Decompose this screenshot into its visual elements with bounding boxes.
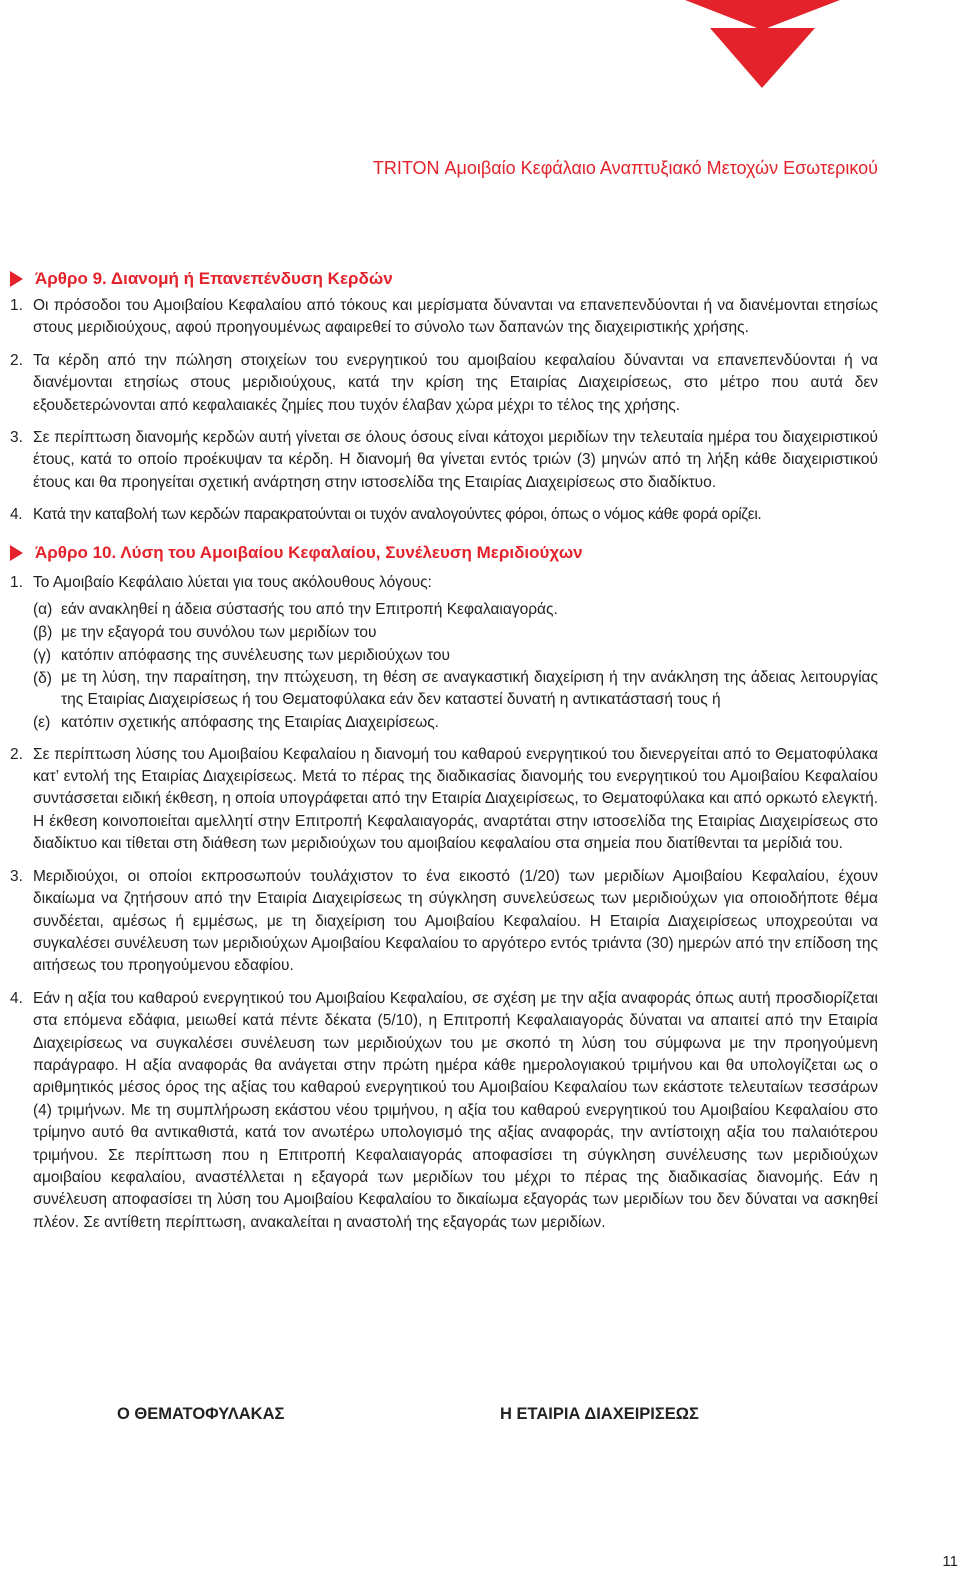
dissolution-reasons-list <box>33 598 878 734</box>
article-9-heading <box>10 265 878 293</box>
triangle-bullet-icon <box>10 545 23 561</box>
red-chevron-logo-icon <box>680 0 850 95</box>
article-10-item-4: 4. Εάν η αξία του καθαρού ενεργητικού του Αμοιβαίου Κεφαλαίου, σε σχέση με την αξία αναφοράς όπως αυτή προσδιορίζεται στα επόμενα εδάφια, μειωθεί κατά πέντε δέκατα (5/10), η Επιτροπή Κεφαλαιαγοράς δύναται να απαιτεί από την Εταιρία Διαχειρίσεως να συγκαλέσει συνέλευση των μεριδιούχων του με σκοπό τη λύση του σύμφωνα με την προηγούμενη παράγραφο. Η αξία αναφοράς θα ανάγεται στην πρώτη ημέρα κάθε ημερολογιακού τριμήνου και θα υπολογίζεται ως ο αριθμητικός μέσος όρος της αξίας του καθαρού ενεργητικού του Αμοιβαίου Κεφαλαίου των εκάστοτε τελευταίων τεσσάρων (4) τριμήνων. Με τη συμπλήρωση εκάστου νέου τριμήνου, η αξία του καθαρού ενεργητικού του Αμοιβαίου Κεφαλαίου στο τρίμηνο αυτό θα αντικαθιστά, κατά τον ανωτέρω υπολογισμό της αξίας αναφοράς, την αντίστοιχη αξία του παλαιότερου τριμήνου. Σε περίπτωση που η Επιτροπή Κεφαλαιαγοράς αποφασίσει τη σύγκληση συνέλευσης των μεριδιούχων αμοιβαίου κεφαλαίου, αναστέλλεται η εξαγορά των μεριδίων του μέχρι το πέρας της διαδικασίας διανομής. Εάν η συνέλευση αποφασίσει τη λύση του Αμοιβαίου Κεφαλαίου το δικαίωμα εξαγοράς των μεριδίων του δεν δύναται να ασκηθεί πλέον. Σε αντίθετη περίπτωση, ανακαλείται η αναστολή της εξαγοράς των μεριδίων. <box>10 989 878 1231</box>
article-9-item-2: 2. Τα κέρδη από την πώληση στοιχείων του ενεργητικού του αμοιβαίου κεφαλαίου δύνανται να επανεπενδύονται ή να διανέμονται ετησίως στους μεριδιούχους, κατά την κρίση της Εταιρίας Διαχειρίσεως, στο μέτρο που αυτά δεν εξουδετερώνονται από κεφαλαιακές ζημίες που τυχόν έλαβαν χώρα μέχρι το τέλος της χρήσης. <box>10 351 878 414</box>
document-title: TRITON Αμοιβαίο Κεφάλαιο Αναπτυξιακό Μετοχών Εσωτερικού <box>372 158 878 178</box>
article-10-item-1: 1. Το Αμοιβαίο Κεφάλαιο λύεται για τους ακόλουθους λόγους: (α) εάν ανακληθεί η άδεια σύστασής του από την Επιτροπή Κεφαλαιαγοράς. (β) με την εξαγορά του συνόλου των μεριδίων του (γ) κατόπιν απόφασης της συνέλευσης των μεριδιούχων του (δ) με τη λύση, την παραίτηση, την πτώχευση, τη θέση σε αναγκαστική διαχείριση ή την ανάκληση της άδειας λειτουργίας της Εταιρίας Διαχειρίσεως ή του Θεματοφύλακα εάν δεν καταστεί δυνατή η αντικατάστασή τους ή (ε) κατόπιν σχετικής απόφασης της Εταιρίας Διαχειρίσεως. <box>10 571 878 734</box>
list-item: (ε) κατόπιν σχετικής απόφασης της Εταιρίας Διαχειρίσεως. <box>33 713 439 731</box>
document-body <box>10 265 878 1234</box>
list-item: (γ) κατόπιν απόφασης της συνέλευσης των μεριδιούχων του <box>33 646 451 664</box>
article-9-item-3: 3. Σε περίπτωση διανομής κερδών αυτή γίνεται σε όλους όσους είναι κάτοχοι μεριδίων την τελευταία ημέρα του διαχειριστικού έτους, κατά το οποίο προέκυψαν τα κέρδη. Η διανομή θα γίνεται εντός τριών (3) μηνών από τη λήξη κάθε διαχειριστικού έτους και θα προηγείται σχετική ανάρτηση στην ιστοσελίδα της Εταιρίας Διαχειρίσεως στο διαδίκτυο. <box>10 429 878 491</box>
management-company-signature-label: Η ΕΤΑΙΡΙΑ ΔΙΑΧΕΙΡΙΣΕΩΣ <box>500 1405 699 1423</box>
list-item: (β) με την εξαγορά του συνόλου των μεριδίων του <box>33 623 377 641</box>
triangle-bullet-icon <box>10 271 23 287</box>
article-10-item-2: 2. Σε περίπτωση λύσης του Αμοιβαίου Κεφαλαίου η διανομή του καθαρού ενεργητικού του διενεργείται από το Θεματοφύλακα κατ’ εντολή της Εταιρίας Διαχειρίσεως. Μετά το πέρας της διαδικασίας διανομής του ενεργητικού του Αμοιβαίου Κεφαλαίου συντάσσεται ειδική έκθεση, η οποία υπογράφεται από την Εταιρία Διαχειρίσεως, το Θεματοφύλακα και από ορκωτό ελεγκτή. Η έκθεση κοινοποιείται αμελλητί στην Επιτροπή Κεφαλαιαγοράς, αναρτάται στην ιστοσελίδα της Εταιρίας Διαχειρίσεως στο διαδίκτυο και τίθεται στη διάθεση των μεριδιούχων του αμοιβαίου κεφαλαίου στα σημεία που διατίθενται τα μερίδιά του. <box>10 745 878 853</box>
article-10-item-1-intro: Το Αμοιβαίο Κεφάλαιο λύεται για τους ακόλουθους λόγους: <box>33 573 432 591</box>
article-9-title: Άρθρο 9. Διανομή ή Επανεπένδυση Κερδών <box>35 269 393 288</box>
custodian-signature-label: Ο ΘΕΜΑΤΟΦΥΛΑΚΑΣ <box>117 1405 285 1423</box>
article-10-title: Άρθρο 10. Λύση του Αμοιβαίου Κεφαλαίου, Συνέλευση Μεριδιούχων <box>35 542 583 562</box>
article-10-item-3: 3. Μεριδιούχοι, οι οποίοι εκπροσωπούν τουλάχιστον το ένα εικοστό (1/20) των μεριδίων Αμοιβαίου Κεφαλαίου, έχουν δικαίωμα να ζητήσουν από την Εταιρία Διαχειρίσεως τη σύγκληση συνελεύσεως των μεριδιούχων για οποιοδήποτε θέμα συνδέεται, αμέσως ή εμμέσως, με τη διαχείριση του Αμοιβαίου Κεφαλαίου. Η Εταιρία Διαχειρίσεως υποχρεούται να συγκαλέσει συνέλευση των μεριδιούχων Αμοιβαίου Κεφαλαίου το αργότερο εντός τριάντα (30) ημερών από την επίδοση της αιτήσεως του προηγούμενου εδαφίου. <box>10 867 878 975</box>
page-number: 11 <box>942 1553 958 1570</box>
list-item: (δ) με τη λύση, την παραίτηση, την πτώχευση, τη θέση σε αναγκαστική διαχείριση ή την ανάκληση της άδειας λειτουργίας της Εταιρίας Διαχειρίσεως ή του Θεματοφύλακα εάν δεν καταστεί δυνατή η αντικατάστασή τους ή <box>33 668 878 708</box>
article-10-heading <box>10 539 878 567</box>
article-9-item-1: 1. Οι πρόσοδοι του Αμοιβαίου Κεφαλαίου από τόκους και μερίσματα δύνανται να επανεπενδύονται ή να διανέμονται ετησίως στους μεριδιούχους, αφού προηγουμένως αφαιρεθεί το σύνολο των δαπανών της διαχειριστικής χρήσης. <box>10 297 878 337</box>
list-item: (α) εάν ανακληθεί η άδεια σύστασής του από την Επιτροπή Κεφαλαιαγοράς. <box>33 600 558 618</box>
article-9-item-4: 4. Κατά την καταβολή των κερδών παρακρατούνται οι τυχόν αναλογούντες φόροι, όπως ο νόμος κάθε φορά ορίζει. <box>10 506 762 524</box>
